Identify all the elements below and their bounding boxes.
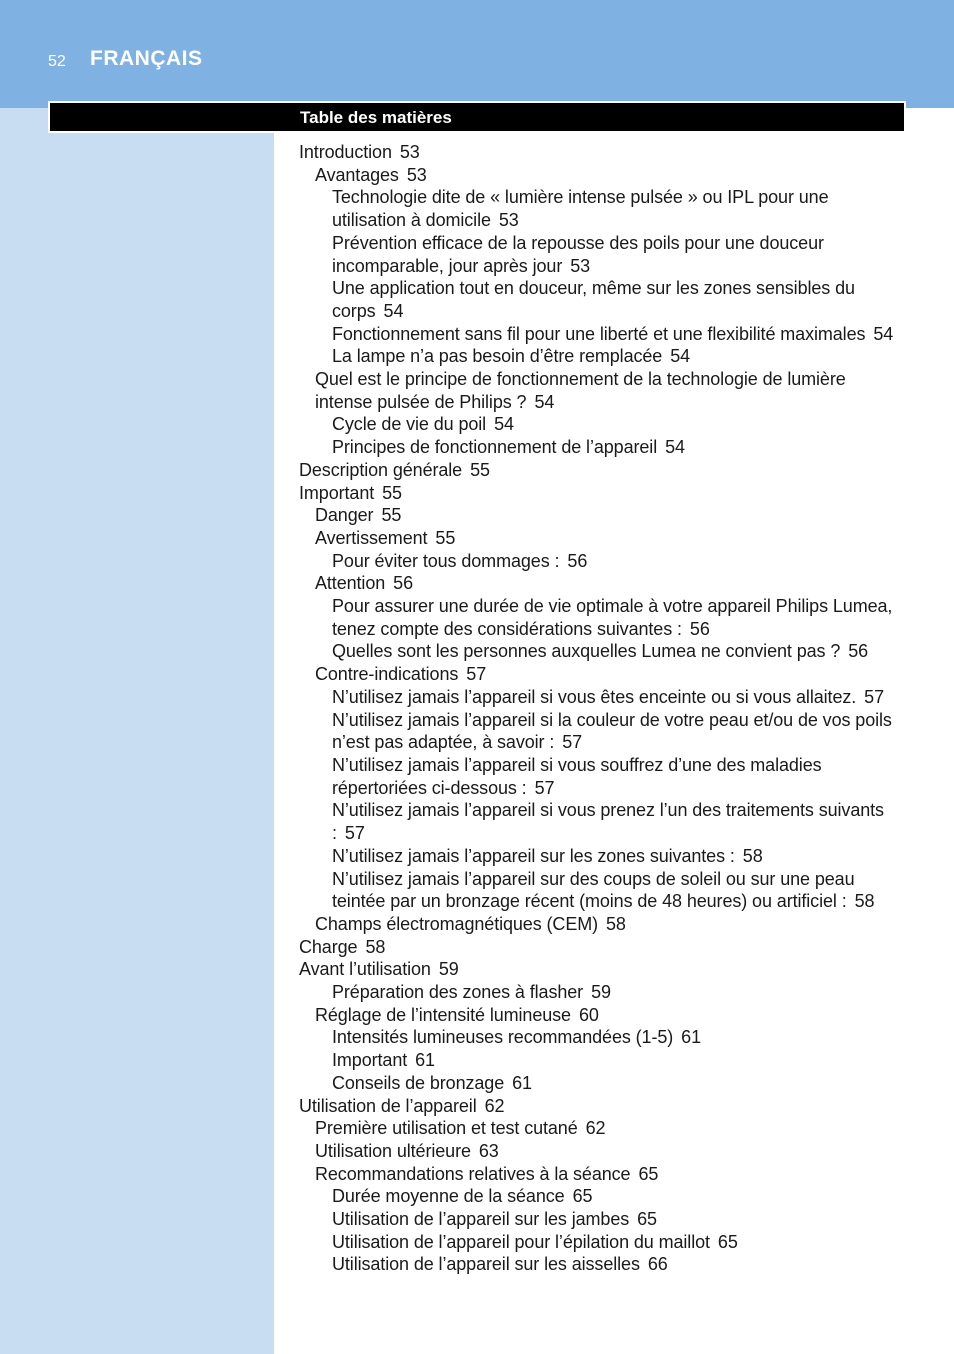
- toc-entry[interactable]: [299, 436, 905, 459]
- toc-entry[interactable]: [299, 1049, 905, 1072]
- toc-entry-page: 57: [562, 732, 583, 753]
- toc-entry-page: 59: [591, 982, 611, 1003]
- toc-entry[interactable]: [299, 413, 905, 436]
- language-title: FRANÇAIS: [90, 47, 203, 70]
- toc-entry-page: 59: [438, 959, 459, 980]
- toc-entry[interactable]: [299, 504, 905, 527]
- toc-entry[interactable]: [299, 958, 905, 981]
- toc-entry-page: 54: [670, 346, 691, 367]
- toc-entry[interactable]: [299, 527, 905, 550]
- toc-entry[interactable]: [299, 1095, 905, 1118]
- toc-entry-page: 53: [570, 255, 591, 276]
- toc-entry-text: Utilisation ultérieure: [315, 1140, 471, 1161]
- toc-entry[interactable]: [299, 595, 905, 640]
- toc-entry[interactable]: [299, 1072, 905, 1095]
- toc-entry-page: 56: [393, 573, 413, 594]
- toc-entry-page: 55: [435, 527, 456, 548]
- toc-entry[interactable]: [299, 368, 905, 413]
- toc-entry-page: 54: [665, 437, 685, 458]
- toc-entry[interactable]: [299, 1231, 905, 1254]
- toc-entry-text: Utilisation de l’appareil pour l’épilation du maillot: [332, 1231, 710, 1252]
- toc-entry[interactable]: [299, 277, 905, 322]
- toc-entry-page: 60: [578, 1004, 599, 1025]
- toc-entry-text: N’utilisez jamais l’appareil si la couleur de votre peau et/ou de vos poils n’est pas adaptée, à savoir :: [332, 709, 892, 753]
- toc-entry[interactable]: [299, 799, 905, 844]
- toc-entry-page: 53: [498, 210, 519, 231]
- toc-entry-page: 57: [864, 686, 884, 707]
- toc-entry[interactable]: [299, 1026, 905, 1049]
- toc-title-bar: [48, 101, 906, 133]
- toc-entry[interactable]: [299, 550, 905, 573]
- toc-entry-page: 61: [681, 1027, 701, 1048]
- toc-entry[interactable]: [299, 323, 905, 346]
- toc-entry-text: Avantages: [315, 164, 399, 185]
- toc-entry-text: N’utilisez jamais l’appareil si vous êtes enceinte ou si vous allaitez.: [332, 686, 857, 707]
- toc-entry-text: Introduction: [299, 142, 392, 162]
- toc-entry-page: 53: [399, 142, 420, 162]
- toc-entry-text: Quel est le principe de fonctionnement de la technologie de lumière intense pulsée de Philips ?: [315, 369, 846, 412]
- toc-entry[interactable]: [299, 686, 905, 709]
- toc-entry-page: 55: [381, 505, 402, 526]
- toc-entry[interactable]: [299, 663, 905, 686]
- toc-entry-text: Charge: [299, 936, 358, 957]
- toc-entry-text: Champs électromagnétiques (CEM): [315, 913, 599, 934]
- toc-entry-page: 65: [572, 1186, 593, 1207]
- toc-entry-page: 61: [415, 1050, 435, 1071]
- toc-title: Table des matières: [300, 108, 452, 127]
- toc-entry[interactable]: [299, 1117, 905, 1140]
- toc-entry[interactable]: [299, 232, 905, 277]
- toc-entry-page: 58: [742, 845, 763, 866]
- toc-entry-text: Utilisation de l’appareil sur les jambes: [332, 1209, 630, 1230]
- toc-entry-page: 62: [484, 1095, 505, 1116]
- toc-entry-text: Avertissement: [315, 527, 428, 548]
- toc-entry-text: Principes de fonctionnement de l’appareil: [332, 437, 658, 458]
- toc-entry-text: Important: [299, 482, 375, 503]
- toc-entry-text: Première utilisation et test cutané: [315, 1118, 578, 1139]
- toc-entry-page: 58: [365, 936, 386, 957]
- toc-entry-text: Fonctionnement sans fil pour une liberté et une flexibilité maximales: [332, 323, 866, 344]
- toc-entry-text: Réglage de l’intensité lumineuse: [315, 1004, 571, 1025]
- page-number: 52: [48, 53, 66, 70]
- toc-entry[interactable]: [299, 1140, 905, 1163]
- toc-entry-text: Conseils de bronzage: [332, 1072, 505, 1093]
- toc-entry-page: 65: [637, 1209, 657, 1230]
- toc-entry[interactable]: [299, 754, 905, 799]
- toc-entry[interactable]: [299, 1163, 905, 1186]
- toc-entry-page: 65: [638, 1163, 659, 1184]
- toc-entry-text: Quelles sont les personnes auxquelles Lumea ne convient pas ?: [332, 641, 841, 662]
- toc-entry-text: Intensités lumineuses recommandées (1-5): [332, 1027, 674, 1048]
- toc-entry[interactable]: [299, 164, 905, 187]
- toc-entry-page: 57: [466, 664, 487, 685]
- toc-entry-text: Attention: [315, 573, 386, 594]
- toc-entry[interactable]: [299, 345, 905, 368]
- toc-entry-page: 66: [647, 1254, 668, 1275]
- toc-entry-page: 61: [512, 1072, 532, 1093]
- toc-entry[interactable]: [299, 186, 905, 231]
- toc-entry[interactable]: [299, 936, 905, 959]
- toc-entry-text: N’utilisez jamais l’appareil si vous souffrez d’une des maladies répertoriées ci-dessous :: [332, 754, 822, 798]
- toc-entry-text: Description générale: [299, 459, 463, 480]
- toc-entry[interactable]: [299, 1208, 905, 1231]
- toc-entry-page: 54: [873, 323, 894, 344]
- toc-entry-page: 58: [854, 891, 875, 912]
- toc-entry[interactable]: [299, 482, 905, 505]
- toc-entry[interactable]: [299, 981, 905, 1004]
- toc-entry-text: N’utilisez jamais l’appareil si vous prenez l’un des traitements suivants :: [332, 800, 884, 844]
- toc-entry-text: Préparation des zones à flasher: [332, 982, 584, 1003]
- toc-entry[interactable]: [299, 709, 905, 754]
- toc-entry[interactable]: [299, 868, 905, 913]
- toc-entry-text: Prévention efficace de la repousse des poils pour une douceur incomparable, jour après jour: [332, 232, 824, 276]
- toc-entry[interactable]: [299, 1004, 905, 1027]
- toc-entry[interactable]: [299, 141, 905, 164]
- toc-entry-text: Pour assurer une durée de vie optimale à votre appareil Philips Lumea, tenez compte des considérations suivantes :: [332, 596, 893, 639]
- toc-entry-page: 56: [689, 618, 710, 639]
- toc-entry-page: 57: [344, 823, 365, 844]
- toc-entry-page: 54: [534, 391, 555, 412]
- toc-entry[interactable]: [299, 572, 905, 595]
- toc-entry-page: 62: [585, 1118, 606, 1139]
- toc-entry-text: Recommandations relatives à la séance: [315, 1163, 631, 1184]
- toc-entry-text: Contre-indications: [315, 664, 459, 685]
- toc-entry-text: Danger: [315, 505, 374, 526]
- toc-entry[interactable]: [299, 640, 905, 663]
- table-of-contents: [299, 141, 905, 1276]
- toc-entry[interactable]: [299, 459, 905, 482]
- toc-entry-page: 54: [383, 300, 404, 321]
- toc-entry-page: 57: [534, 777, 555, 798]
- toc-entry[interactable]: [299, 845, 905, 868]
- toc-entry-text: Utilisation de l’appareil: [299, 1095, 477, 1116]
- toc-entry-text: Important: [332, 1050, 408, 1071]
- toc-entry-text: Pour éviter tous dommages :: [332, 550, 560, 571]
- toc-entry-page: 55: [382, 482, 402, 503]
- toc-entry-text: Avant l’utilisation: [299, 959, 431, 980]
- toc-entry-text: La lampe n’a pas besoin d’être remplacée: [332, 346, 663, 367]
- toc-entry-page: 58: [606, 913, 626, 934]
- page-header: [0, 0, 954, 108]
- toc-entry-page: 54: [494, 414, 514, 435]
- toc-entry[interactable]: [299, 1253, 905, 1276]
- toc-entry-text: Utilisation de l’appareil sur les aisselles: [332, 1254, 640, 1275]
- toc-entry[interactable]: [299, 913, 905, 936]
- toc-entry-text: Durée moyenne de la séance: [332, 1186, 565, 1207]
- left-sidebar: [0, 108, 274, 1354]
- toc-entry-text: Technologie dite de « lumière intense pulsée » ou IPL pour une utilisation à domicile: [332, 187, 829, 231]
- toc-entry-text: Cycle de vie du poil: [332, 414, 487, 435]
- toc-entry-text: N’utilisez jamais l’appareil sur les zones suivantes :: [332, 845, 735, 866]
- toc-entry-text: Une application tout en douceur, même sur les zones sensibles du corps: [332, 278, 855, 321]
- toc-entry-page: 53: [406, 164, 427, 185]
- toc-entry-page: 63: [478, 1140, 499, 1161]
- toc-entry[interactable]: [299, 1185, 905, 1208]
- toc-entry-page: 56: [848, 641, 869, 662]
- toc-entry-text: N’utilisez jamais l’appareil sur des coups de soleil ou sur une peau teintée par un bronzage récent (moins de 48 heures) ou artificiel :: [332, 868, 855, 912]
- toc-entry-page: 65: [717, 1231, 738, 1252]
- toc-entry-page: 56: [567, 550, 588, 571]
- right-margin: [905, 108, 954, 1354]
- toc-entry-page: 55: [470, 459, 490, 480]
